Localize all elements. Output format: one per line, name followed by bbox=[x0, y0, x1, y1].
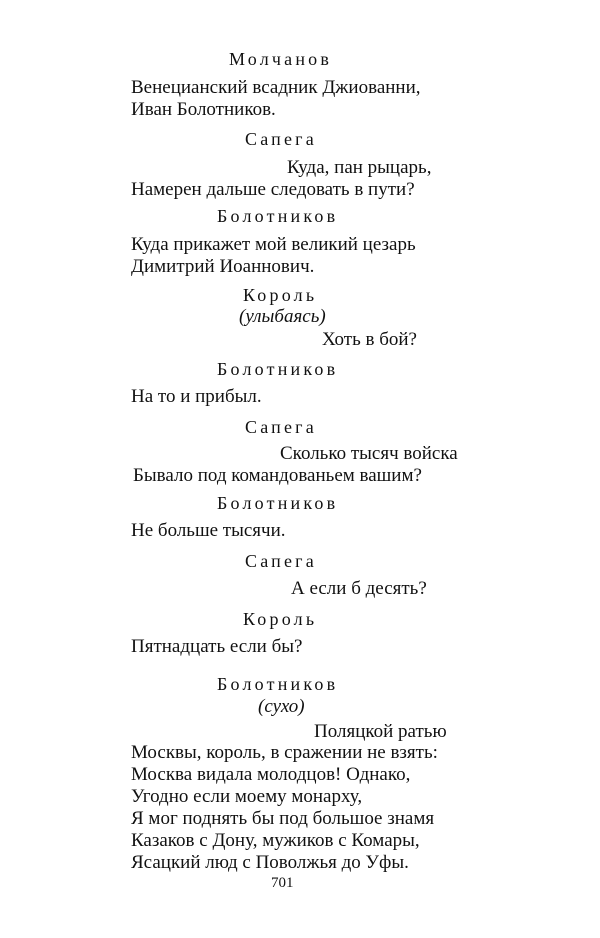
verse-line: Хоть в бой? bbox=[322, 329, 417, 350]
speaker-name: Сапега bbox=[245, 551, 317, 571]
speaker-name: Сапега bbox=[245, 417, 317, 437]
speaker-name: Болотников bbox=[217, 493, 339, 513]
verse-line: Намерен дальше следовать в пути? bbox=[131, 179, 415, 200]
speaker-name: Болотников bbox=[217, 359, 339, 379]
verse-line: Венецианский всадник Джиованни, bbox=[131, 77, 421, 98]
stage-direction: (сухо) bbox=[258, 696, 305, 717]
speaker-name: Король bbox=[243, 609, 318, 629]
verse-line: Поляцкой ратью bbox=[314, 721, 447, 742]
verse-line: Ясацкий люд с Поволжья до Уфы. bbox=[131, 852, 409, 873]
verse-line: Москва видала молодцов! Однако, bbox=[131, 764, 411, 785]
verse-line: Куда, пан рыцарь, bbox=[287, 157, 432, 178]
verse-line: Бывало под командованьем вашим? bbox=[133, 465, 422, 486]
verse-line: Пятнадцать если бы? bbox=[131, 636, 303, 657]
verse-line: Димитрий Иоаннович. bbox=[131, 256, 315, 277]
stage-direction: (улыбаясь) bbox=[239, 306, 326, 327]
speaker-name: Сапега bbox=[245, 129, 317, 149]
verse-line: Иван Болотников. bbox=[131, 99, 276, 120]
verse-line: А если б десять? bbox=[291, 578, 427, 599]
verse-line: Москвы, король, в сражении не взять: bbox=[131, 742, 438, 763]
verse-line: Куда прикажет мой великий цезарь bbox=[131, 234, 416, 255]
verse-line: На то и прибыл. bbox=[131, 386, 262, 407]
speaker-name: Король bbox=[243, 285, 318, 305]
verse-line: Угодно если моему монарху, bbox=[131, 786, 363, 807]
verse-line: Казаков с Дону, мужиков с Комары, bbox=[131, 830, 420, 851]
verse-line: Не больше тысячи. bbox=[131, 520, 286, 541]
speaker-name: Болотников bbox=[217, 674, 339, 694]
page-number: 701 bbox=[271, 875, 294, 891]
verse-line: Я мог поднять бы под большое знамя bbox=[131, 808, 435, 829]
speaker-name: Молчанов bbox=[229, 49, 333, 69]
speaker-name: Болотников bbox=[217, 206, 339, 226]
verse-line: Сколько тысяч войска bbox=[280, 443, 458, 464]
